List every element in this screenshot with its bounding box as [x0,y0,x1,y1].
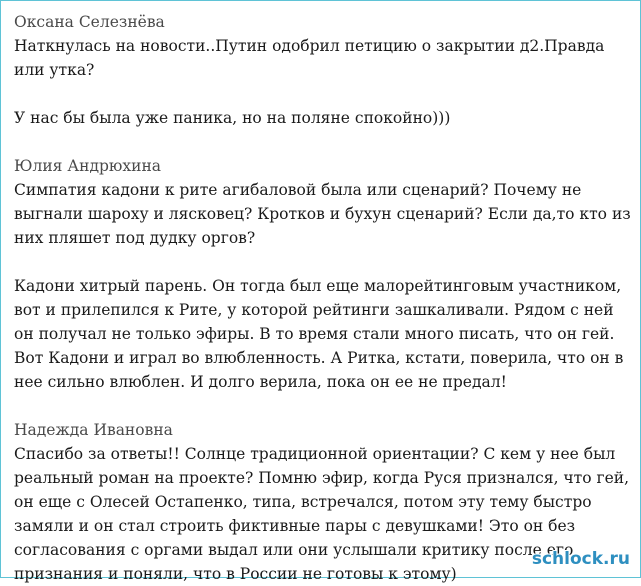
author-name: Юлия Андрюхина [14,157,162,175]
author-name: Оксана Селезнёва [14,13,165,31]
qa-entry-1 [14,10,632,130]
spacer [14,82,632,106]
question-text: Симпатия кадони к рите агибаловой была или сценарий? Почему не выгнали шароху и лясковец? Кротков и бухун сценарий? Если да,то кто из них пляшет под дудку оргов? [14,181,631,247]
answer-text: У нас бы была уже паника, но на поляне спокойно))) [14,109,451,127]
qa-entry-2 [14,154,632,394]
site-watermark: schlock.ru [531,549,630,569]
answer-text: Кадони хитрый парень. Он тогда был еще малорейтинговым участником, вот и прилепился к Рите, у которой рейтинги зашкаливали. Рядом с ней он получал не только эфиры. В то время стали много писать, что он гей. Вот Кадони и играл во влюбленность. А Ритка, кстати, поверила, что он в нее сильно влюблен. И долго верила, пока он ее не предал! [14,277,624,391]
spacer [14,130,632,154]
spacer [14,394,632,418]
question-text: Наткнулась на новости..Путин одобрил петицию о закрытии д2.Правда или утка? [14,37,605,79]
spacer [14,250,632,274]
qa-content [14,10,632,586]
question-text: Спасибо за ответы!! Солнце традиционной ориентации? С кем у нее был реальный роман на проекте? Помню эфир, когда Руся признался, что гей, он еще с Олесей Остапенко, типа, встречался, потом эту тему быстро замяли и он стал строить фиктивные пары с девушками! Это он без согласования с оргами выдал или они услышали критику после его признания и поняли, что в России не готовы к этому) [14,445,630,583]
author-name: Надежда Ивановна [14,421,173,439]
